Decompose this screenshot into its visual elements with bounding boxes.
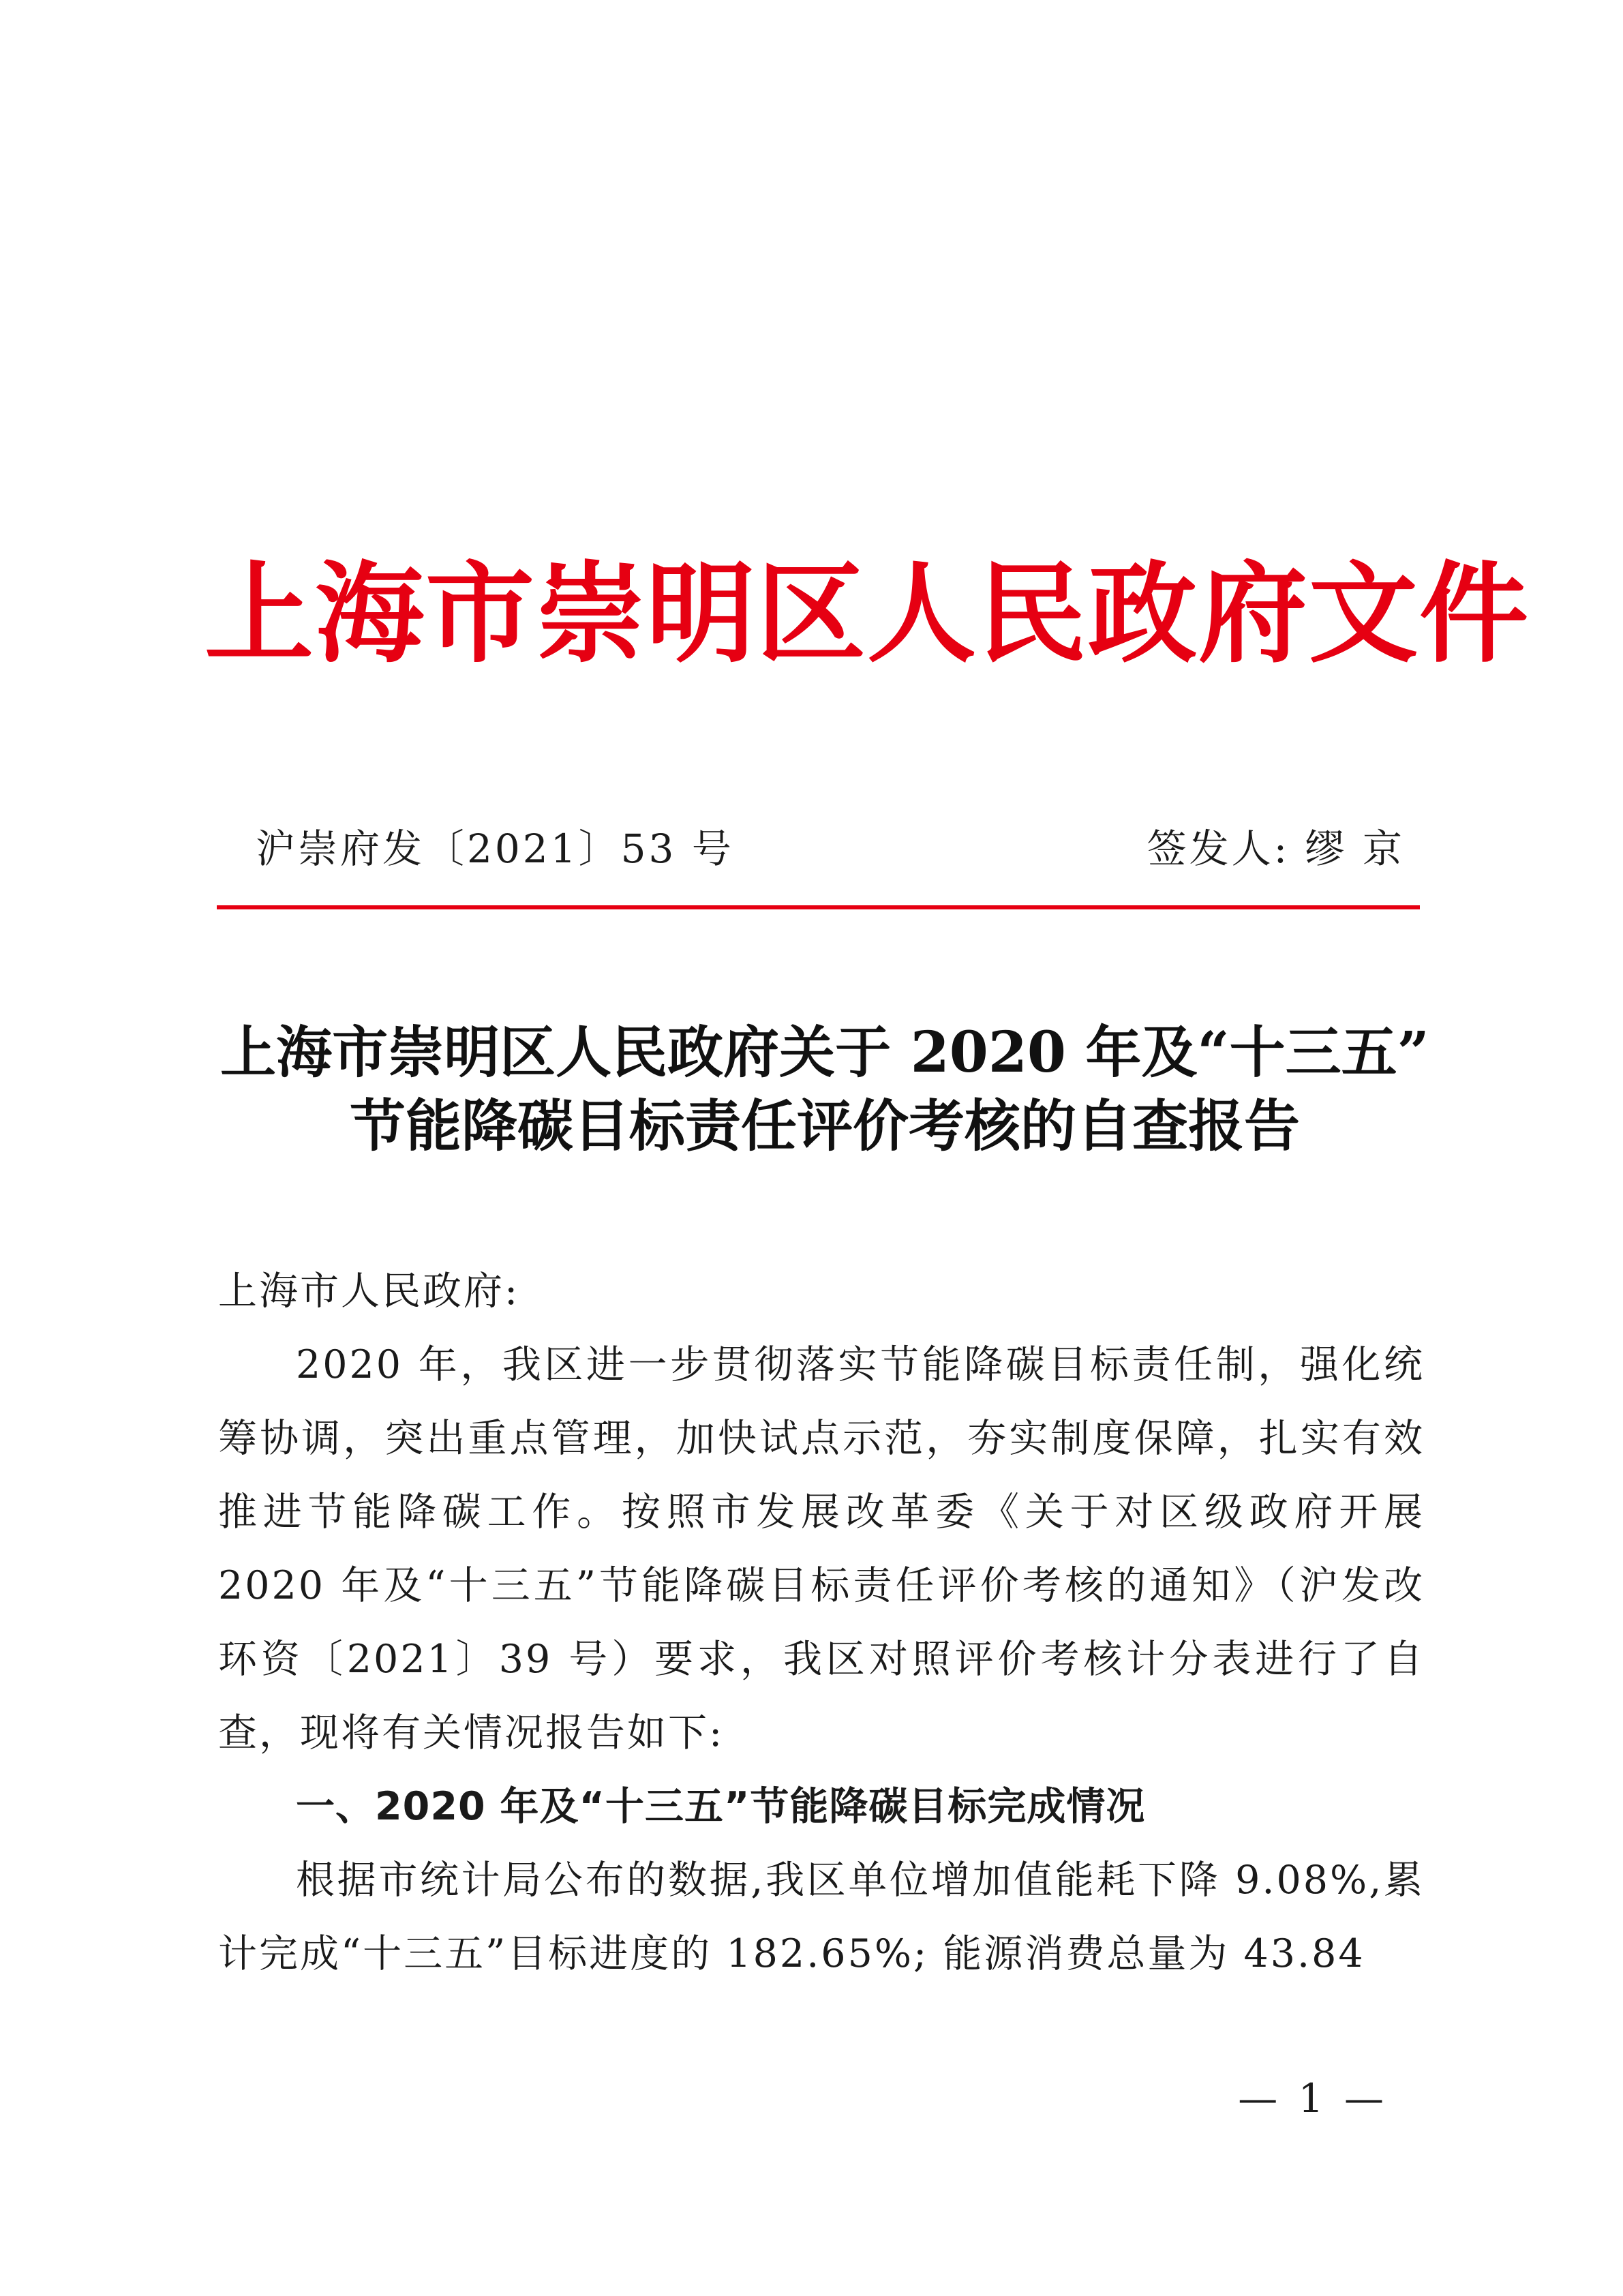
document-title-line-1: 上海市崇明区人民政府关于 2020 年及“十三五” <box>220 1020 1429 1085</box>
document-body <box>218 1254 1425 1991</box>
salutation: 上海市人民政府: <box>218 1269 520 1314</box>
document-title-line-2: 节能降碳目标责任评价考核的自查报告 <box>349 1093 1300 1159</box>
signer-line: 签发人: 缪 京 <box>1147 826 1405 872</box>
document-masthead: 上海市崇明区人民政府文件 <box>204 549 1530 678</box>
body-paragraph-2: 根据市统计局公布的数据,我区单位增加值能耗下降 9.08%,累计完成“十三五”目标进度的 182.65%; 能源消费总量为 43.84 <box>218 1858 1425 1976</box>
document-number: 沪崇府发〔2021〕53 号 <box>256 826 734 872</box>
page-number: — 1 — <box>1238 2075 1388 2121</box>
section-heading-1: 一、2020 年及“十三五”节能降碳目标完成情况 <box>296 1784 1146 1829</box>
body-paragraph-1: 2020 年，我区进一步贯彻落实节能降碳目标责任制，强化统筹协调，突出重点管理，加快试点示范，夯实制度保障，扎实有效推进节能降碳工作。按照市发展改革委《关于对区级政府开展 2020 年及“十三五”节能降碳目标责任评价考核的通知》（沪发改环资〔2021〕39 号）要求，我区对照评价考核计分表进行了自查，现将有关情况报告如下: <box>218 1342 1425 1755</box>
red-separator-line <box>217 905 1420 909</box>
document-title <box>204 1016 1445 1163</box>
